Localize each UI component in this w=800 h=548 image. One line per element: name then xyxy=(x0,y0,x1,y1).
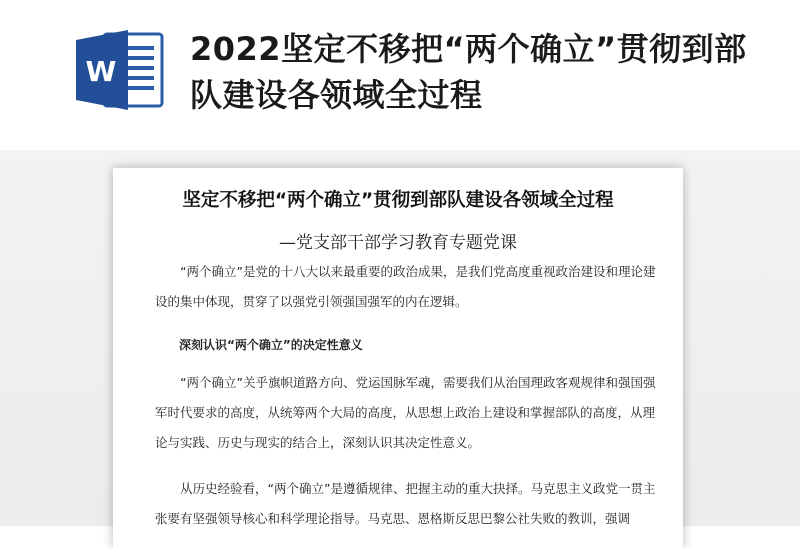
banner-title: 2022坚定不移把“两个确立”贯彻到部队建设各领域全过程 xyxy=(190,30,747,114)
document-title: 坚定不移把“两个确立”贯彻到部队建设各领域全过程 xyxy=(182,190,614,211)
document-page xyxy=(113,168,683,548)
paragraph-significance: “两个确立”关乎旗帜道路方向、党运国脉军魂，需要我们从治国理政客观规律和强国强军时代要求的高度，从统筹两个大局的高度，从思想上政治上建设和掌握部队的高度，从理论与实践、历史与现实的结合上，深刻认识其决定性意义。 xyxy=(155,375,656,450)
word-icon-letter: W xyxy=(85,55,117,88)
paragraph-history: 从历史经验看，“两个确立”是遵循规律、把握主动的重大抉择。马克思主义政党一贯主张要有坚强领导核心和科学理论指导。马克思、恩格斯反思巴黎公社失败的教训，强调 xyxy=(155,481,656,526)
word-document-icon xyxy=(74,30,166,110)
banner xyxy=(0,0,800,150)
paragraph-intro: “两个确立”是党的十八大以来最重要的政治成果，是我们党高度重视政治建设和理论建设的集中体现，贯穿了以强党引领强国强军的内在逻辑。 xyxy=(155,264,656,309)
section-heading: 深刻认识“两个确立”的决定性意义 xyxy=(179,338,363,352)
document-subtitle: —党支部干部学习教育专题党课 xyxy=(279,233,517,253)
